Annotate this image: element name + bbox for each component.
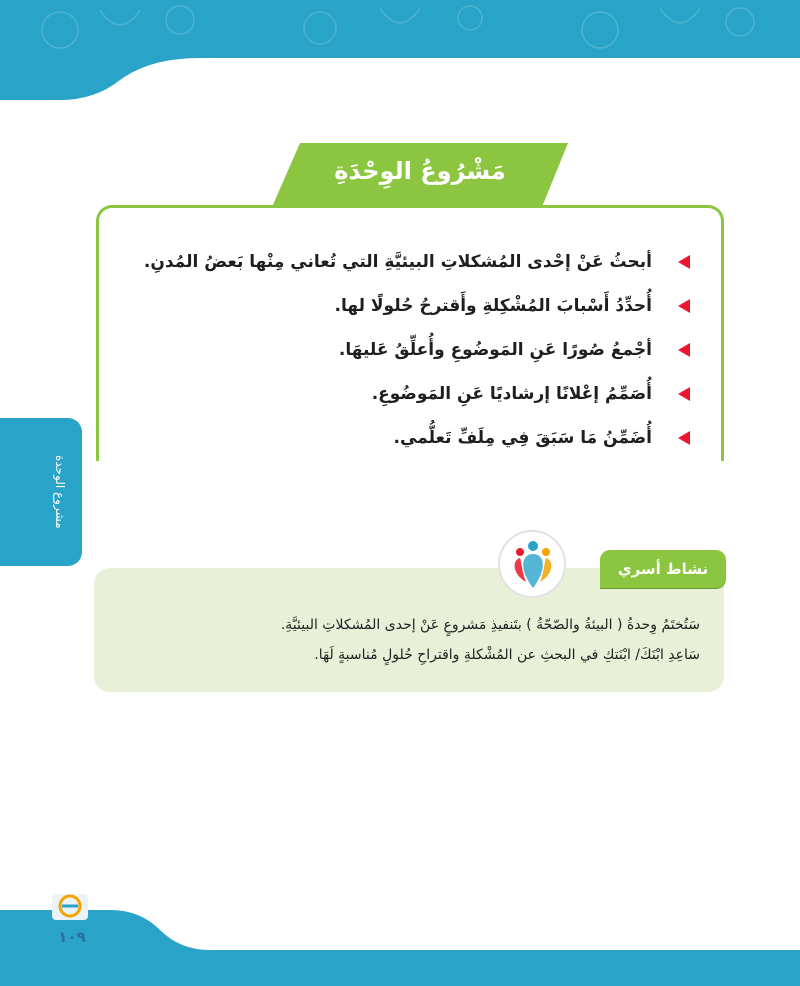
family-activity-badge: نشاط أسري — [600, 550, 726, 588]
page-number: ١٠٩ — [58, 928, 86, 946]
book-emblem-icon — [48, 884, 92, 926]
task-item — [120, 284, 690, 328]
side-tab — [0, 418, 82, 566]
red-arrow-icon — [678, 387, 690, 401]
red-arrow-icon — [678, 255, 690, 269]
task-item — [120, 240, 690, 284]
red-arrow-icon — [678, 431, 690, 445]
project-task-list — [120, 240, 690, 460]
task-text: أُصَمِّمُ إعْلانًا إرشاديًا عَنِ المَوضُوعِ. — [371, 384, 652, 404]
task-text: أُضَمِّنُ مَا سَبَقَ فِي مِلَفِّ تَعلُّمي. — [393, 428, 652, 448]
task-text: أجْمعُ صُورًا عَنِ المَوضُوعِ وأُعلِّقُ عَليهَا. — [338, 340, 652, 360]
family-activity-line: سَاعِدِ ابْنَكَ/ ابْنَتكِ في البحثِ عن المُشْكلةِ واقتراحِ حُلولٍ مُناسبةٍ لَهَا. — [314, 647, 700, 663]
task-text: أبحثُ عَنْ إحْدى المُشكلاتِ البيئيَّةِ التي تُعاني مِنْها بَعضُ المُدنِ. — [143, 252, 652, 272]
task-item — [120, 328, 690, 372]
family-logo-icon — [498, 530, 566, 598]
project-title-tab — [272, 143, 568, 207]
top-header-band — [0, 0, 800, 100]
red-arrow-icon — [678, 299, 690, 313]
family-activity-text — [120, 610, 700, 670]
side-tab-label: مشروع الوحدة — [53, 455, 67, 529]
bottom-footer-band — [0, 900, 800, 986]
project-title: مَشْرُوعُ الوِحْدَةِ — [334, 157, 506, 185]
task-text: أُحدِّدُ أَسْبابَ المُشْكِلةِ وأَقترحُ حُلولًا لها. — [334, 296, 652, 316]
red-arrow-icon — [678, 343, 690, 357]
task-item — [120, 372, 690, 416]
family-activity-line: سَتُختَمُ وِحدةُ ( البيئةُ والصّحّةُ ) بتَنفيذِ مَشروعٍ عَنْ إحدى المُشكلاتِ البيئيَّةِ. — [280, 617, 700, 633]
task-item — [120, 416, 690, 460]
